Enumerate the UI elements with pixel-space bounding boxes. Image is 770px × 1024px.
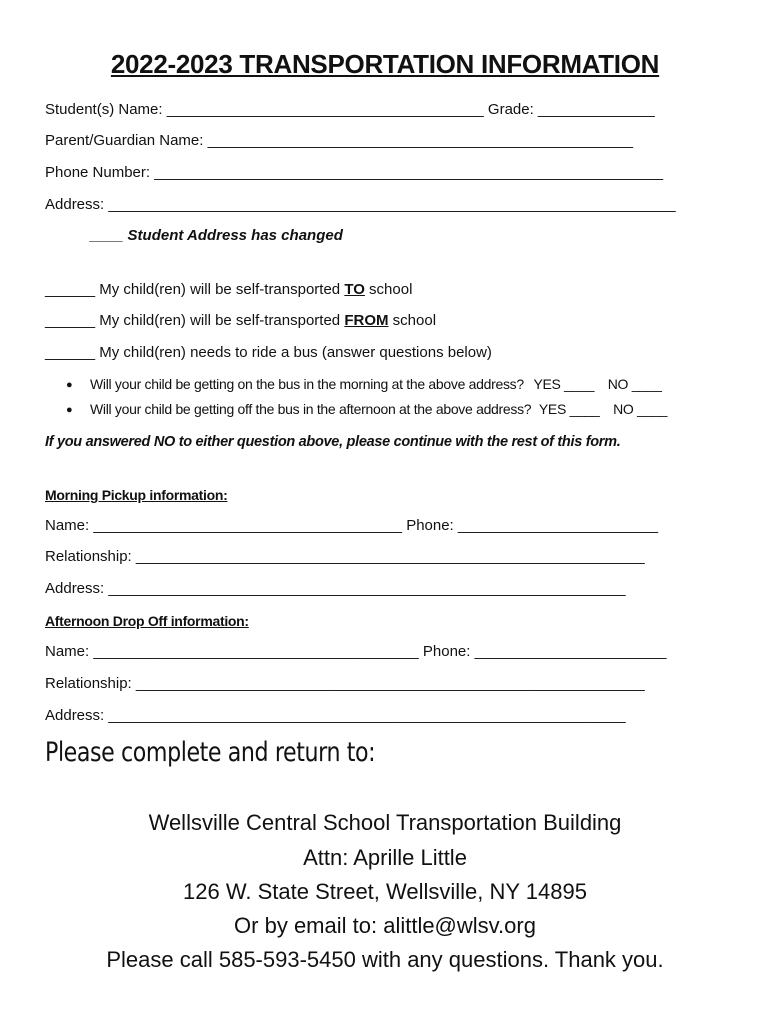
afternoon-name-label: Name: _______________________________________ xyxy=(45,643,419,660)
afternoon-name-field[interactable] xyxy=(45,643,666,661)
morning-name-field[interactable] xyxy=(45,517,658,535)
phone-number-field[interactable]: Phone Number: _____________________________________________________________ xyxy=(45,164,664,181)
option-text: My child(ren) will be self-transported xyxy=(99,312,345,329)
no-answer[interactable]: NO ____ xyxy=(613,401,668,417)
form-title: 2022-2023 TRANSPORTATION INFORMATION xyxy=(110,49,660,79)
bullet-question-text: Will your child be getting off the bus in the afternoon at the above address? xyxy=(90,401,532,417)
option-self-transported-from[interactable] xyxy=(45,312,436,330)
yes-answer[interactable]: YES ____ xyxy=(538,401,600,417)
option-text: My child(ren) will be self-transported xyxy=(99,281,345,298)
morning-relationship-field[interactable]: Relationship: _____________________________________________________________ xyxy=(45,548,645,565)
address-changed-blank: ____ xyxy=(90,227,124,244)
student-name-label: Student(s) Name: ______________________________________ xyxy=(45,101,484,118)
parent-guardian-field[interactable]: Parent/Guardian Name: ___________________________________________________ xyxy=(45,132,634,149)
afternoon-relationship-field[interactable]: Relationship: _____________________________________________________________ xyxy=(45,675,645,692)
grade-label: Grade: ______________ xyxy=(487,101,655,118)
option-text: My child(ren) needs to ride a bus (answer questions below) xyxy=(99,344,492,361)
yes-answer[interactable]: YES ____ xyxy=(533,376,595,392)
contact-email[interactable]: Or by email to: alittle@wlsv.org xyxy=(234,913,536,938)
instruction-text: If you answered NO to either question above, please continue with the rest of this form. xyxy=(45,434,621,450)
no-answer[interactable]: NO ____ xyxy=(607,376,662,392)
option-blank: ______ xyxy=(45,344,96,361)
option-text-end: school xyxy=(364,281,413,298)
option-self-transported-to[interactable] xyxy=(45,281,412,299)
option-emphasis: TO xyxy=(344,281,365,298)
option-blank: ______ xyxy=(45,312,96,329)
bullet-icon: ● xyxy=(66,404,73,417)
bullet-afternoon-question[interactable] xyxy=(66,400,667,419)
address-field[interactable]: Address: ____________________________________________________________________ xyxy=(45,196,676,213)
afternoon-dropoff-heading: Afternoon Drop Off information: xyxy=(45,613,249,629)
afternoon-address-field[interactable]: Address: ______________________________________________________________ xyxy=(45,707,626,724)
address-changed-text: Student Address has changed xyxy=(127,227,343,244)
bullet-icon: ● xyxy=(66,379,73,392)
bullet-morning-question[interactable] xyxy=(66,375,662,394)
option-emphasis: FROM xyxy=(344,312,389,329)
contact-address: 126 W. State Street, Wellsville, NY 14895 xyxy=(183,879,587,904)
option-text-end: school xyxy=(388,312,437,329)
contact-building: Wellsville Central School Transportation Building xyxy=(148,810,622,835)
morning-pickup-heading: Morning Pickup information: xyxy=(45,487,228,503)
morning-address-field[interactable]: Address: ______________________________________________________________ xyxy=(45,580,626,597)
afternoon-phone-label: Phone: _______________________ xyxy=(422,643,667,660)
morning-phone-label: Phone: ________________________ xyxy=(406,517,659,534)
return-heading: Please complete and return to: xyxy=(45,737,376,768)
address-changed-checkbox[interactable] xyxy=(90,227,343,245)
bullet-question-text: Will your child be getting on the bus in the morning at the above address? xyxy=(90,376,524,392)
option-ride-bus[interactable] xyxy=(45,344,492,362)
option-blank: ______ xyxy=(45,281,96,298)
contact-attn: Attn: Aprille Little xyxy=(303,845,467,870)
morning-name-label: Name: _____________________________________ xyxy=(45,517,403,534)
student-name-field[interactable] xyxy=(45,101,655,119)
contact-phone: Please call 585-593-5450 with any questions. Thank you. xyxy=(106,947,664,972)
